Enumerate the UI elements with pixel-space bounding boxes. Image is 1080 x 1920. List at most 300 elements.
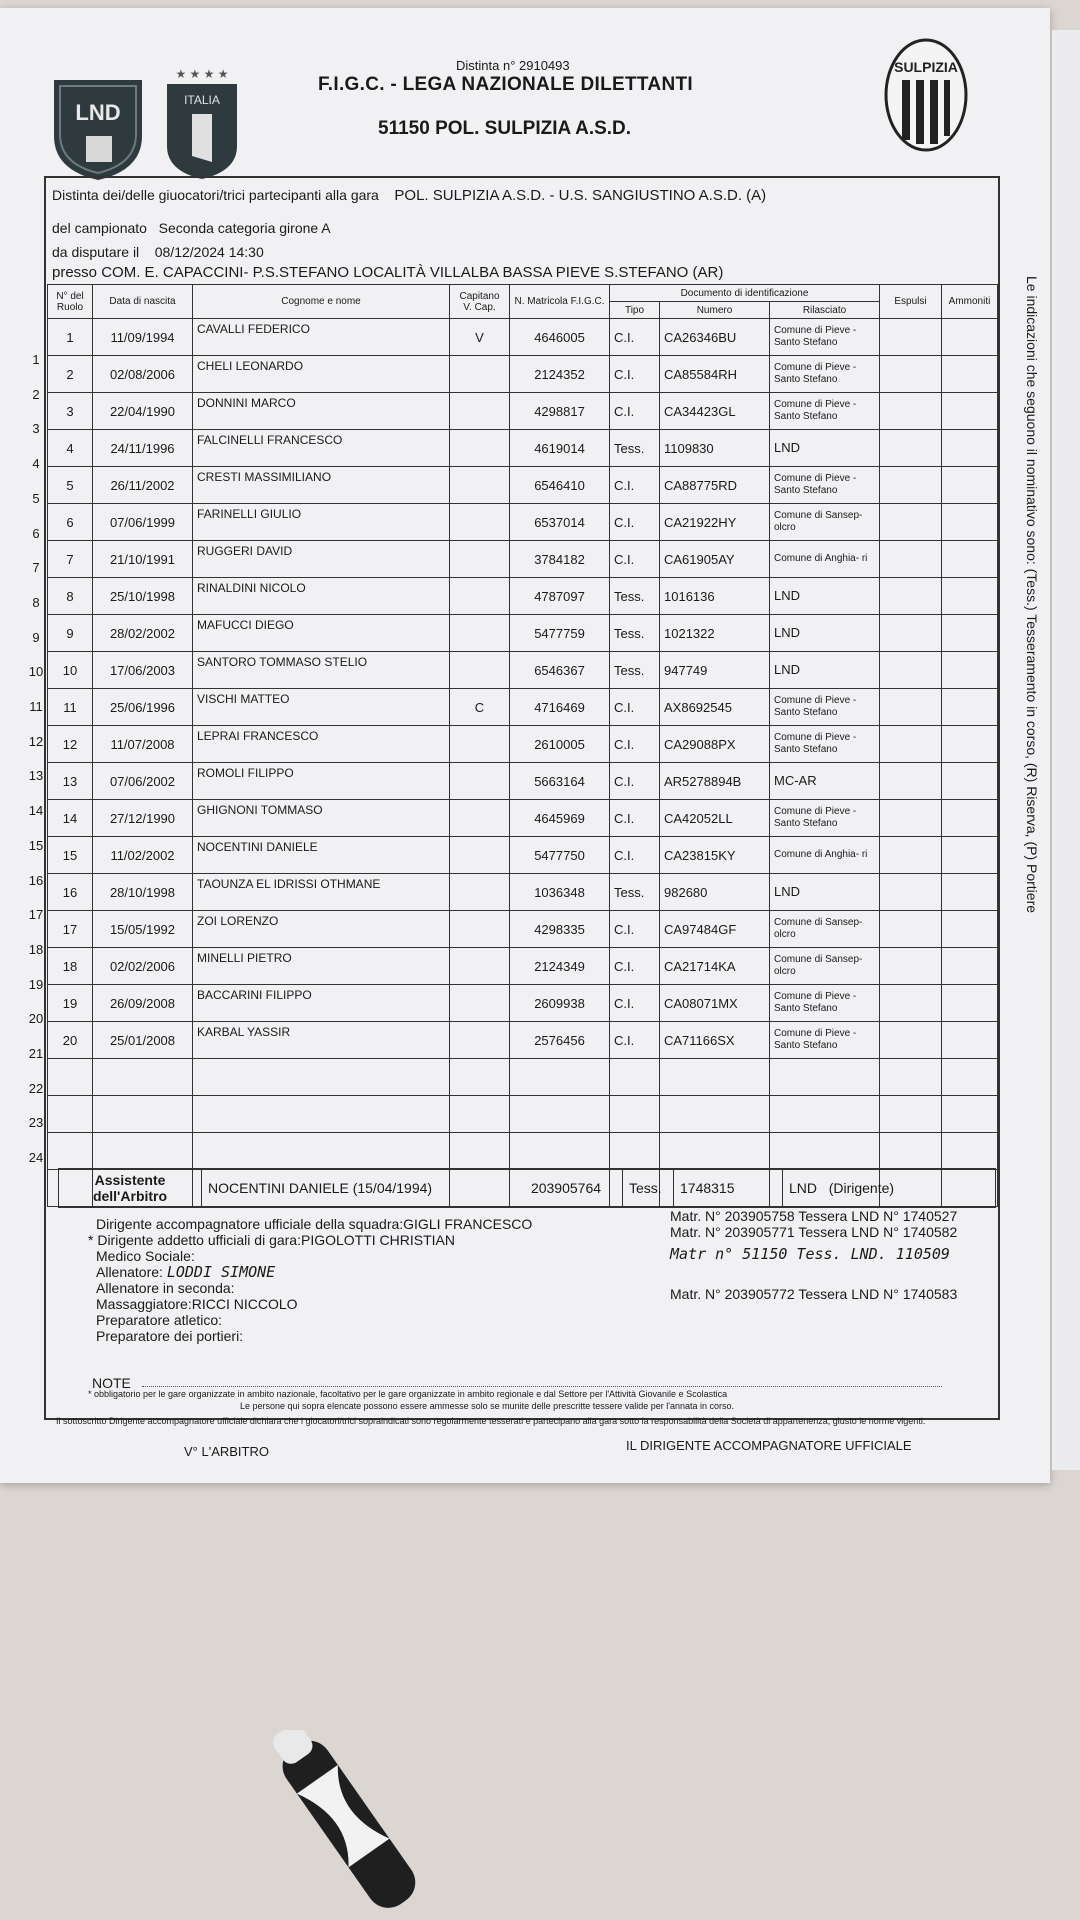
col-nascita: Data di nascita [93,285,193,319]
distinta-number: Distinta n° 2910493 [456,58,570,73]
numero-cell: CA34423GL [660,393,770,430]
rilasciato-cell: Comune di Anghia- ri [770,541,880,578]
col-documento: Documento di identificazione [610,285,880,302]
rilasciato-cell: Comune di Sansep- olcro [770,504,880,541]
rilasciato-cell: Comune di Pieve - Santo Stefano [770,726,880,763]
matricola-cell: 6546367 [510,652,610,689]
name-cell: KARBAL YASSIR [193,1022,450,1059]
margin-row-number: 17 [28,907,44,923]
tipo-cell: C.I. [610,689,660,726]
sulpizia-club-logo [884,38,968,152]
captain-cell [450,1022,510,1059]
ruolo-cell: 2 [48,356,93,393]
matricola-cell: 5663164 [510,763,610,800]
tipo-cell: Tess. [610,578,660,615]
federation-title: F.I.G.C. - LEGA NAZIONALE DILETTANTI [318,74,693,95]
ammoniti-cell [942,1059,998,1096]
birth-cell: 17/06/2003 [93,652,193,689]
table-row [48,1022,998,1059]
margin-row-number: 23 [28,1115,44,1131]
espulsi-cell [880,726,942,763]
birth-cell: 28/02/2002 [93,615,193,652]
numero-cell: CA71166SX [660,1022,770,1059]
presso-line: presso COM. E. CAPACCINI- P.S.STEFANO LOCALITÀ VILLALBA BASSA PIEVE S.STEFANO (AR) [52,264,724,281]
birth-cell: 22/04/1990 [93,393,193,430]
captain-cell [450,1096,510,1133]
matricola-cell: 2610005 [510,726,610,763]
name-cell: SANTORO TOMMASO STELIO [193,652,450,689]
name-cell: MINELLI PIETRO [193,948,450,985]
birth-cell: 07/06/2002 [93,763,193,800]
numero-cell: AX8692545 [660,689,770,726]
massaggiatore: Massaggiatore:RICCI NICCOLO [96,1296,298,1312]
matricola-cell [510,1059,610,1096]
players-table [47,284,998,1207]
numero-cell: CA23815KY [660,837,770,874]
assistant-row [58,1168,996,1208]
matricola-2: Matr. N° 203905771 Tessera LND N° 1740582 [670,1224,958,1240]
margin-row-number: 22 [28,1080,44,1096]
table-row [48,615,998,652]
rilasciato-cell: Comune di Pieve - Santo Stefano [770,689,880,726]
col-nome: Cognome e nome [193,285,450,319]
captain-cell [450,578,510,615]
tipo-cell: C.I. [610,837,660,874]
ruolo-cell: 11 [48,689,93,726]
espulsi-cell [880,319,942,356]
rilasciato-cell: LND [770,615,880,652]
ruolo-cell: 1 [48,319,93,356]
birth-cell: 15/05/1992 [93,911,193,948]
col-ammoniti: Ammoniti [942,285,998,319]
ruolo-cell: 20 [48,1022,93,1059]
birth-cell: 28/10/1998 [93,874,193,911]
margin-row-number: 14 [28,803,44,819]
ruolo-cell: 14 [48,800,93,837]
birth-cell: 02/02/2006 [93,948,193,985]
espulsi-cell [880,1096,942,1133]
tipo-cell [610,1133,660,1170]
matricola-cell: 4298335 [510,911,610,948]
margin-row-number: 1 [32,352,40,367]
rilasciato-cell: Comune di Pieve - Santo Stefano [770,985,880,1022]
data-line: da disputare il 08/12/2024 14:30 [52,244,264,260]
name-cell [193,1059,450,1096]
margin-row-number: 24 [28,1150,44,1166]
ruolo-cell: 9 [48,615,93,652]
captain-cell [450,430,510,467]
espulsi-cell [880,393,942,430]
ammoniti-cell [942,874,998,911]
name-cell: ROMOLI FILIPPO [193,763,450,800]
matricola-3: Matr. N° 203905772 Tessera LND N° 1740583 [670,1286,958,1302]
lnd-shield-logo [50,74,146,182]
name-cell: DONNINI MARCO [193,393,450,430]
captain-cell [450,874,510,911]
espulsi-cell [880,800,942,837]
col-matricola: N. Matricola F.I.G.C. [510,285,610,319]
dirigente-addetto: * Dirigente addetto ufficiali di gara:PIGOLOTTI CHRISTIAN [88,1232,455,1248]
margin-row-number: 2 [32,386,40,402]
rilasciato-cell: LND [770,578,880,615]
table-row [48,1133,998,1170]
ruolo-cell: 7 [48,541,93,578]
captain-cell [450,1133,510,1170]
numero-cell [660,1096,770,1133]
numero-cell [660,1133,770,1170]
name-cell: MAFUCCI DIEGO [193,615,450,652]
tipo-cell: C.I. [610,319,660,356]
birth-cell: 02/08/2006 [93,356,193,393]
tipo-cell [610,1059,660,1096]
table-row [48,800,998,837]
rilasciato-cell: Comune di Pieve - Santo Stefano [770,800,880,837]
tipo-cell: C.I. [610,467,660,504]
ruolo-cell: 12 [48,726,93,763]
matricola-cell: 2609938 [510,985,610,1022]
captain-cell [450,726,510,763]
ruolo-cell: 5 [48,467,93,504]
table-row [48,578,998,615]
captain-cell [450,467,510,504]
matricola-cell: 4619014 [510,430,610,467]
ammoniti-cell [942,800,998,837]
ammoniti-cell [942,319,998,356]
table-row [48,430,998,467]
numero-cell: 1021322 [660,615,770,652]
margin-row-number: 13 [28,768,44,784]
ruolo-cell [48,1059,93,1096]
dirigente-signature-label: IL DIRIGENTE ACCOMPAGNATORE UFFICIALE [626,1438,912,1453]
matricola-cell [510,1096,610,1133]
rilasciato-cell: Comune di Pieve - Santo Stefano [770,1022,880,1059]
name-cell: ZOI LORENZO [193,911,450,948]
table-row [48,541,998,578]
assistant-name: NOCENTINI DANIELE (15/04/1994) [202,1169,510,1208]
tessere-note: Le persone qui sopra elencate possono essere ammesse solo se munite delle prescritte tessere valide per l'annata in corso. [240,1401,734,1411]
table-row [48,726,998,763]
dirigente-accompagnatore: Dirigente accompagnatore ufficiale della squadra:GIGLI FRANCESCO [96,1216,533,1232]
matricola-cell [510,1133,610,1170]
assistant-numero: 1748315 [674,1169,783,1208]
matricola-1: Matr. N° 203905758 Tessera LND N° 1740527 [670,1208,958,1224]
birth-cell: 24/11/1996 [93,430,193,467]
birth-cell: 11/07/2008 [93,726,193,763]
name-cell: BACCARINI FILIPPO [193,985,450,1022]
name-cell: GHIGNONI TOMMASO [193,800,450,837]
birth-cell: 07/06/1999 [93,504,193,541]
captain-cell [450,763,510,800]
matricola-cell: 4716469 [510,689,610,726]
club-title: 51150 POL. SULPIZIA A.S.D. [378,118,632,139]
numero-cell: 1109830 [660,430,770,467]
captain-cell [450,1059,510,1096]
numero-cell [660,1059,770,1096]
distinta-sheet [0,8,1050,1483]
col-espulsi: Espulsi [880,285,942,319]
espulsi-cell [880,911,942,948]
margin-row-number: 12 [28,733,44,749]
table-row [48,393,998,430]
name-cell: NOCENTINI DANIELE [193,837,450,874]
preparatore-portieri: Preparatore dei portieri: [96,1328,244,1344]
ammoniti-cell [942,467,998,504]
ammoniti-cell [942,615,998,652]
staff-list [88,1216,533,1344]
ruolo-cell: 3 [48,393,93,430]
numero-cell: CA08071MX [660,985,770,1022]
espulsi-cell [880,541,942,578]
tipo-cell: C.I. [610,763,660,800]
birth-cell: 25/10/1998 [93,578,193,615]
rilasciato-cell: Comune di Pieve - Santo Stefano [770,467,880,504]
rilasciato-cell: Comune di Pieve - Santo Stefano [770,356,880,393]
numero-cell: AR5278894B [660,763,770,800]
tipo-cell: C.I. [610,541,660,578]
birth-cell [93,1059,193,1096]
table-row [48,319,998,356]
ammoniti-cell [942,726,998,763]
tipo-cell: C.I. [610,393,660,430]
ruolo-cell: 4 [48,430,93,467]
col-rilasciato: Rilasciato [770,302,880,319]
tipo-cell [610,1096,660,1133]
pen-icon [270,1730,490,1920]
tipo-cell: C.I. [610,726,660,763]
table-row [48,1096,998,1133]
ruolo-cell: 6 [48,504,93,541]
espulsi-cell [880,356,942,393]
numero-cell: 982680 [660,874,770,911]
staff-matricole [670,1208,957,1302]
rilasciato-cell: Comune di Pieve - Santo Stefano [770,393,880,430]
ammoniti-cell [942,948,998,985]
matricola-cell: 4645969 [510,800,610,837]
espulsi-cell [880,985,942,1022]
espulsi-cell [880,652,942,689]
ammoniti-cell [942,763,998,800]
allenatore-handwritten: LODDI SIMONE [166,1263,276,1281]
ammoniti-cell [942,1133,998,1170]
espulsi-cell [880,1059,942,1096]
margin-row-number: 7 [32,560,40,576]
numero-cell: CA97484GF [660,911,770,948]
captain-cell [450,652,510,689]
allenatore: Allenatore: LODDI SIMONE [96,1263,276,1281]
ammoniti-cell [942,837,998,874]
matricola-cell: 4787097 [510,578,610,615]
captain-cell [450,393,510,430]
table-row [48,763,998,800]
rilasciato-cell: Comune di Sansep- olcro [770,948,880,985]
tipo-cell: C.I. [610,1022,660,1059]
table-row [48,985,998,1022]
allenatore-seconda: Allenatore in seconda: [96,1280,235,1296]
ammoniti-cell [942,504,998,541]
numero-cell: 1016136 [660,578,770,615]
table-row [48,874,998,911]
ruolo-cell: 8 [48,578,93,615]
rilasciato-cell [770,1096,880,1133]
birth-cell: 26/09/2008 [93,985,193,1022]
margin-row-number: 8 [32,594,40,610]
matricola-cell: 4298817 [510,393,610,430]
tipo-cell: C.I. [610,985,660,1022]
espulsi-cell [880,467,942,504]
name-cell: FARINELLI GIULIO [193,504,450,541]
birth-cell [93,1096,193,1133]
ruolo-cell: 18 [48,948,93,985]
numero-cell: CA61905AY [660,541,770,578]
ammoniti-cell [942,911,998,948]
tipo-cell: Tess. [610,874,660,911]
ruolo-cell: 10 [48,652,93,689]
ruolo-cell [48,1133,93,1170]
captain-cell [450,837,510,874]
matricola-cell: 2576456 [510,1022,610,1059]
tipo-cell: C.I. [610,504,660,541]
name-cell: CHELI LEONARDO [193,356,450,393]
ruolo-cell: 16 [48,874,93,911]
assistant-tipo: Tess. [623,1169,674,1208]
italia-shield-logo [164,66,240,181]
ammoniti-cell [942,578,998,615]
table-row [48,689,998,726]
captain-cell [450,948,510,985]
rilasciato-cell: MC-AR [770,763,880,800]
birth-cell: 26/11/2002 [93,467,193,504]
ruolo-cell [48,1096,93,1133]
matricola-cell: 1036348 [510,874,610,911]
name-cell: CAVALLI FEDERICO [193,319,450,356]
adjacent-sheet-edge [1052,30,1080,1470]
tipo-cell: C.I. [610,356,660,393]
numero-cell: CA88775RD [660,467,770,504]
ruolo-cell: 13 [48,763,93,800]
col-tipo: Tipo [610,302,660,319]
espulsi-cell [880,1133,942,1170]
espulsi-cell [880,430,942,467]
name-cell: RUGGERI DAVID [193,541,450,578]
svg-text:LND: LND [75,100,121,125]
table-row [48,356,998,393]
birth-cell: 27/12/1990 [93,800,193,837]
name-cell [193,1096,450,1133]
espulsi-cell [880,578,942,615]
captain-cell [450,356,510,393]
table-row [48,467,998,504]
table-row [48,652,998,689]
numero-cell: CA85584RH [660,356,770,393]
espulsi-cell [880,874,942,911]
name-cell: CRESTI MASSIMILIANO [193,467,450,504]
ammoniti-cell [942,1022,998,1059]
captain-cell [450,615,510,652]
assistant-matricola: 203905764 [510,1169,623,1208]
rilasciato-cell: LND [770,652,880,689]
tipo-cell: Tess. [610,430,660,467]
col-capitano: Capitano V. Cap. [450,285,510,319]
captain-cell [450,541,510,578]
ruolo-cell: 17 [48,911,93,948]
tipo-cell: C.I. [610,911,660,948]
birth-cell [93,1133,193,1170]
table-row [48,837,998,874]
tipo-cell: C.I. [610,948,660,985]
rilasciato-cell: LND [770,874,880,911]
name-cell: FALCINELLI FRANCESCO [193,430,450,467]
margin-row-number: 16 [28,872,44,888]
birth-cell: 11/02/2002 [93,837,193,874]
margin-row-number: 9 [32,629,40,645]
matricola-handwritten: Matr n° 51150 Tess. LND. 110509 [670,1245,950,1263]
name-cell: VISCHI MATTEO [193,689,450,726]
col-ruolo: N° del Ruolo [48,285,93,319]
margin-row-number: 5 [32,490,40,506]
margin-row-number: 19 [28,976,44,992]
matricola-cell: 2124349 [510,948,610,985]
matricola-cell: 5477750 [510,837,610,874]
matricola-cell: 6537014 [510,504,610,541]
table-row [48,504,998,541]
tipo-cell: C.I. [610,800,660,837]
table-row [48,948,998,985]
rilasciato-cell: LND [770,430,880,467]
birth-cell: 21/10/1991 [93,541,193,578]
ammoniti-cell [942,652,998,689]
margin-row-number: 4 [32,456,40,472]
captain-cell: V [450,319,510,356]
matricola-cell: 4646005 [510,319,610,356]
margin-row-number: 11 [29,699,43,714]
numero-cell: CA21714KA [660,948,770,985]
svg-text:ITALIA: ITALIA [184,93,220,107]
campionato-line: del campionato Seconda categoria girone A [52,220,331,236]
matricola-cell: 5477759 [510,615,610,652]
name-cell: LEPRAI FRANCESCO [193,726,450,763]
ruolo-cell: 15 [48,837,93,874]
table-row [48,1059,998,1096]
captain-cell [450,911,510,948]
espulsi-cell [880,763,942,800]
matricola-cell: 2124352 [510,356,610,393]
captain-cell [450,504,510,541]
margin-row-number: 20 [28,1011,44,1027]
ammoniti-cell [942,356,998,393]
side-legend: Le indicazioni che seguono il nominativo sono: (Tess.) Tesseramento in corso, (R) Riserva, (P) Portiere [1024,276,1040,914]
ammoniti-cell [942,689,998,726]
numero-cell: CA29088PX [660,726,770,763]
ammoniti-cell [942,1096,998,1133]
name-cell: TAOUNZA EL IDRISSI OTHMANE [193,874,450,911]
note-label: NOTE [92,1375,131,1391]
ammoniti-cell [942,393,998,430]
rilasciato-cell [770,1133,880,1170]
table-row [48,911,998,948]
assistant-rilasciato: LND (Dirigente) [783,1169,996,1208]
birth-cell: 25/06/1996 [93,689,193,726]
rilasciato-cell: Comune di Pieve - Santo Stefano [770,319,880,356]
medico-sociale: Medico Sociale: [96,1248,195,1264]
star-note: * obbligatorio per le gare organizzate in ambito nazionale, facoltativo per le gare organizzate in ambito regionale e dal Settore per l'Attività Giovanile e Scolastica [88,1389,728,1399]
margin-row-number: 6 [32,525,40,541]
espulsi-cell [880,615,942,652]
margin-row-number: 18 [28,941,44,957]
espulsi-cell [880,689,942,726]
rilasciato-cell: Comune di Sansep- olcro [770,911,880,948]
ammoniti-cell [942,541,998,578]
name-cell [193,1133,450,1170]
